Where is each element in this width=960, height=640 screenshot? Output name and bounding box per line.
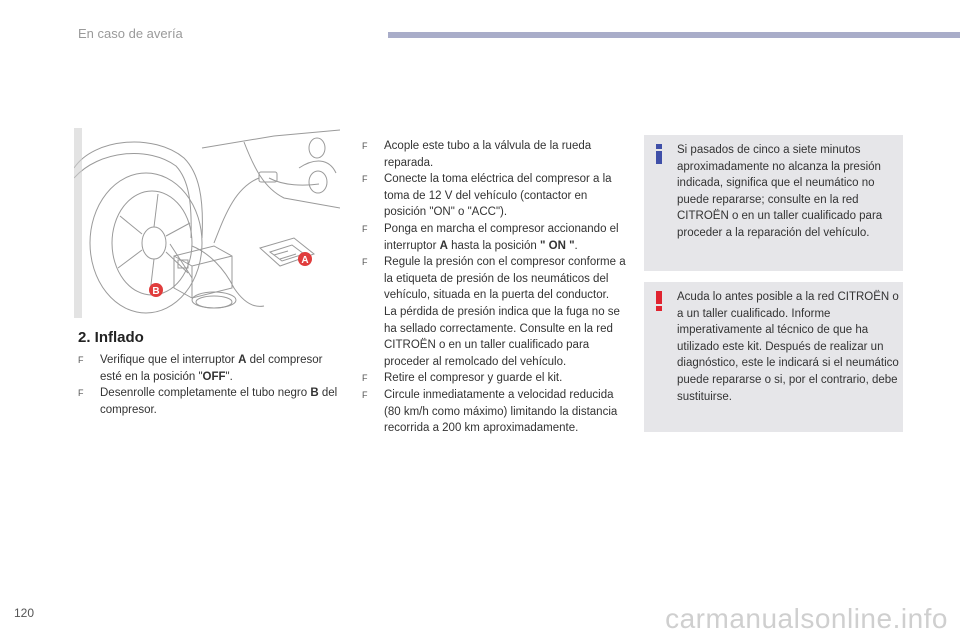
list-item: F Retire el compresor y guarde el kit. [362, 370, 628, 387]
bullet-marker: F [78, 355, 84, 365]
bullet-marker: F [362, 389, 368, 400]
bullet-marker: F [362, 141, 368, 151]
bullet-marker: F [362, 373, 368, 384]
section-heading: 2. Inflado [78, 329, 144, 346]
info-icon [652, 143, 666, 165]
list-item-note: La pérdida de presión indica que la fuga no se ha sellado correctamente. Consulte en la red CITROËN o en un taller cualificado para proceder al remolcado del vehículo. [384, 305, 620, 368]
warning-exclamation-icon [652, 290, 666, 312]
warning-note-text: Acuda lo antes posible a la red CITROËN o a un taller cualificado. Informe imperativamente al técnico de que ha utilizado este kit. Después de realizar un diagnóstico, este le indicará si el neumático puede repararse o si, por el contrario, debe sustituirse. [677, 291, 899, 403]
list-item: F Circule inmediatamente a velocidad reducida (80 km/h como máximo) limitando la distancia recorrida a 200 km aproximadamente. [362, 388, 618, 435]
list-item: F Desenrolle completamente el tubo negro B del compresor. [78, 387, 338, 416]
list-item: F Verifique que el interruptor A del compresor esté en la posición "OFF". [78, 354, 323, 383]
middle-instruction-list [362, 138, 628, 437]
label-a-text: A [301, 255, 309, 266]
compressor-illustration [74, 128, 340, 318]
list-item: F Regule la presión con el compresor conforme a la etiqueta de presión de los neumáticos del vehículo, situada en la puerta del conductor. La pérdida de presión indica que la fuga no se ha sellado correctamente. Consulte en la red CITROËN o en un taller cualificado para proceder al remolcado del vehículo. [362, 254, 628, 370]
info-note-box [644, 135, 903, 271]
section-header-title: En caso de avería [78, 26, 183, 41]
compressor-drawing [74, 128, 340, 318]
bullet-marker: F [362, 223, 368, 234]
label-b-text: B [152, 286, 160, 297]
page-number: 120 [14, 606, 35, 620]
left-instruction-list [78, 352, 340, 418]
header-accent-bar [388, 32, 960, 38]
list-item: F Acople este tubo a la válvula de la rueda reparada. [362, 140, 592, 169]
bullet-marker: F [78, 388, 84, 399]
info-note-text: Si pasados de cinco a siete minutos aproximadamente no alcanza la presión indicada, significa que el neumático no puede repararse; consulte en la red CITROËN o en un taller cualificado para proceder a la reparación del vehículo. [677, 144, 883, 239]
bullet-marker: F [362, 174, 368, 185]
bullet-marker: F [362, 257, 368, 268]
list-item: F Ponga en marcha el compresor accionando el interruptor A hasta la posición " ON ". [362, 222, 619, 252]
list-item: F Conecte la toma eléctrica del compresor a la toma de 12 V del vehículo (contactor en posición "ON" o "ACC"). [362, 173, 612, 219]
watermark: carmanualsonline.info [665, 603, 948, 634]
warning-note-box [644, 282, 903, 432]
